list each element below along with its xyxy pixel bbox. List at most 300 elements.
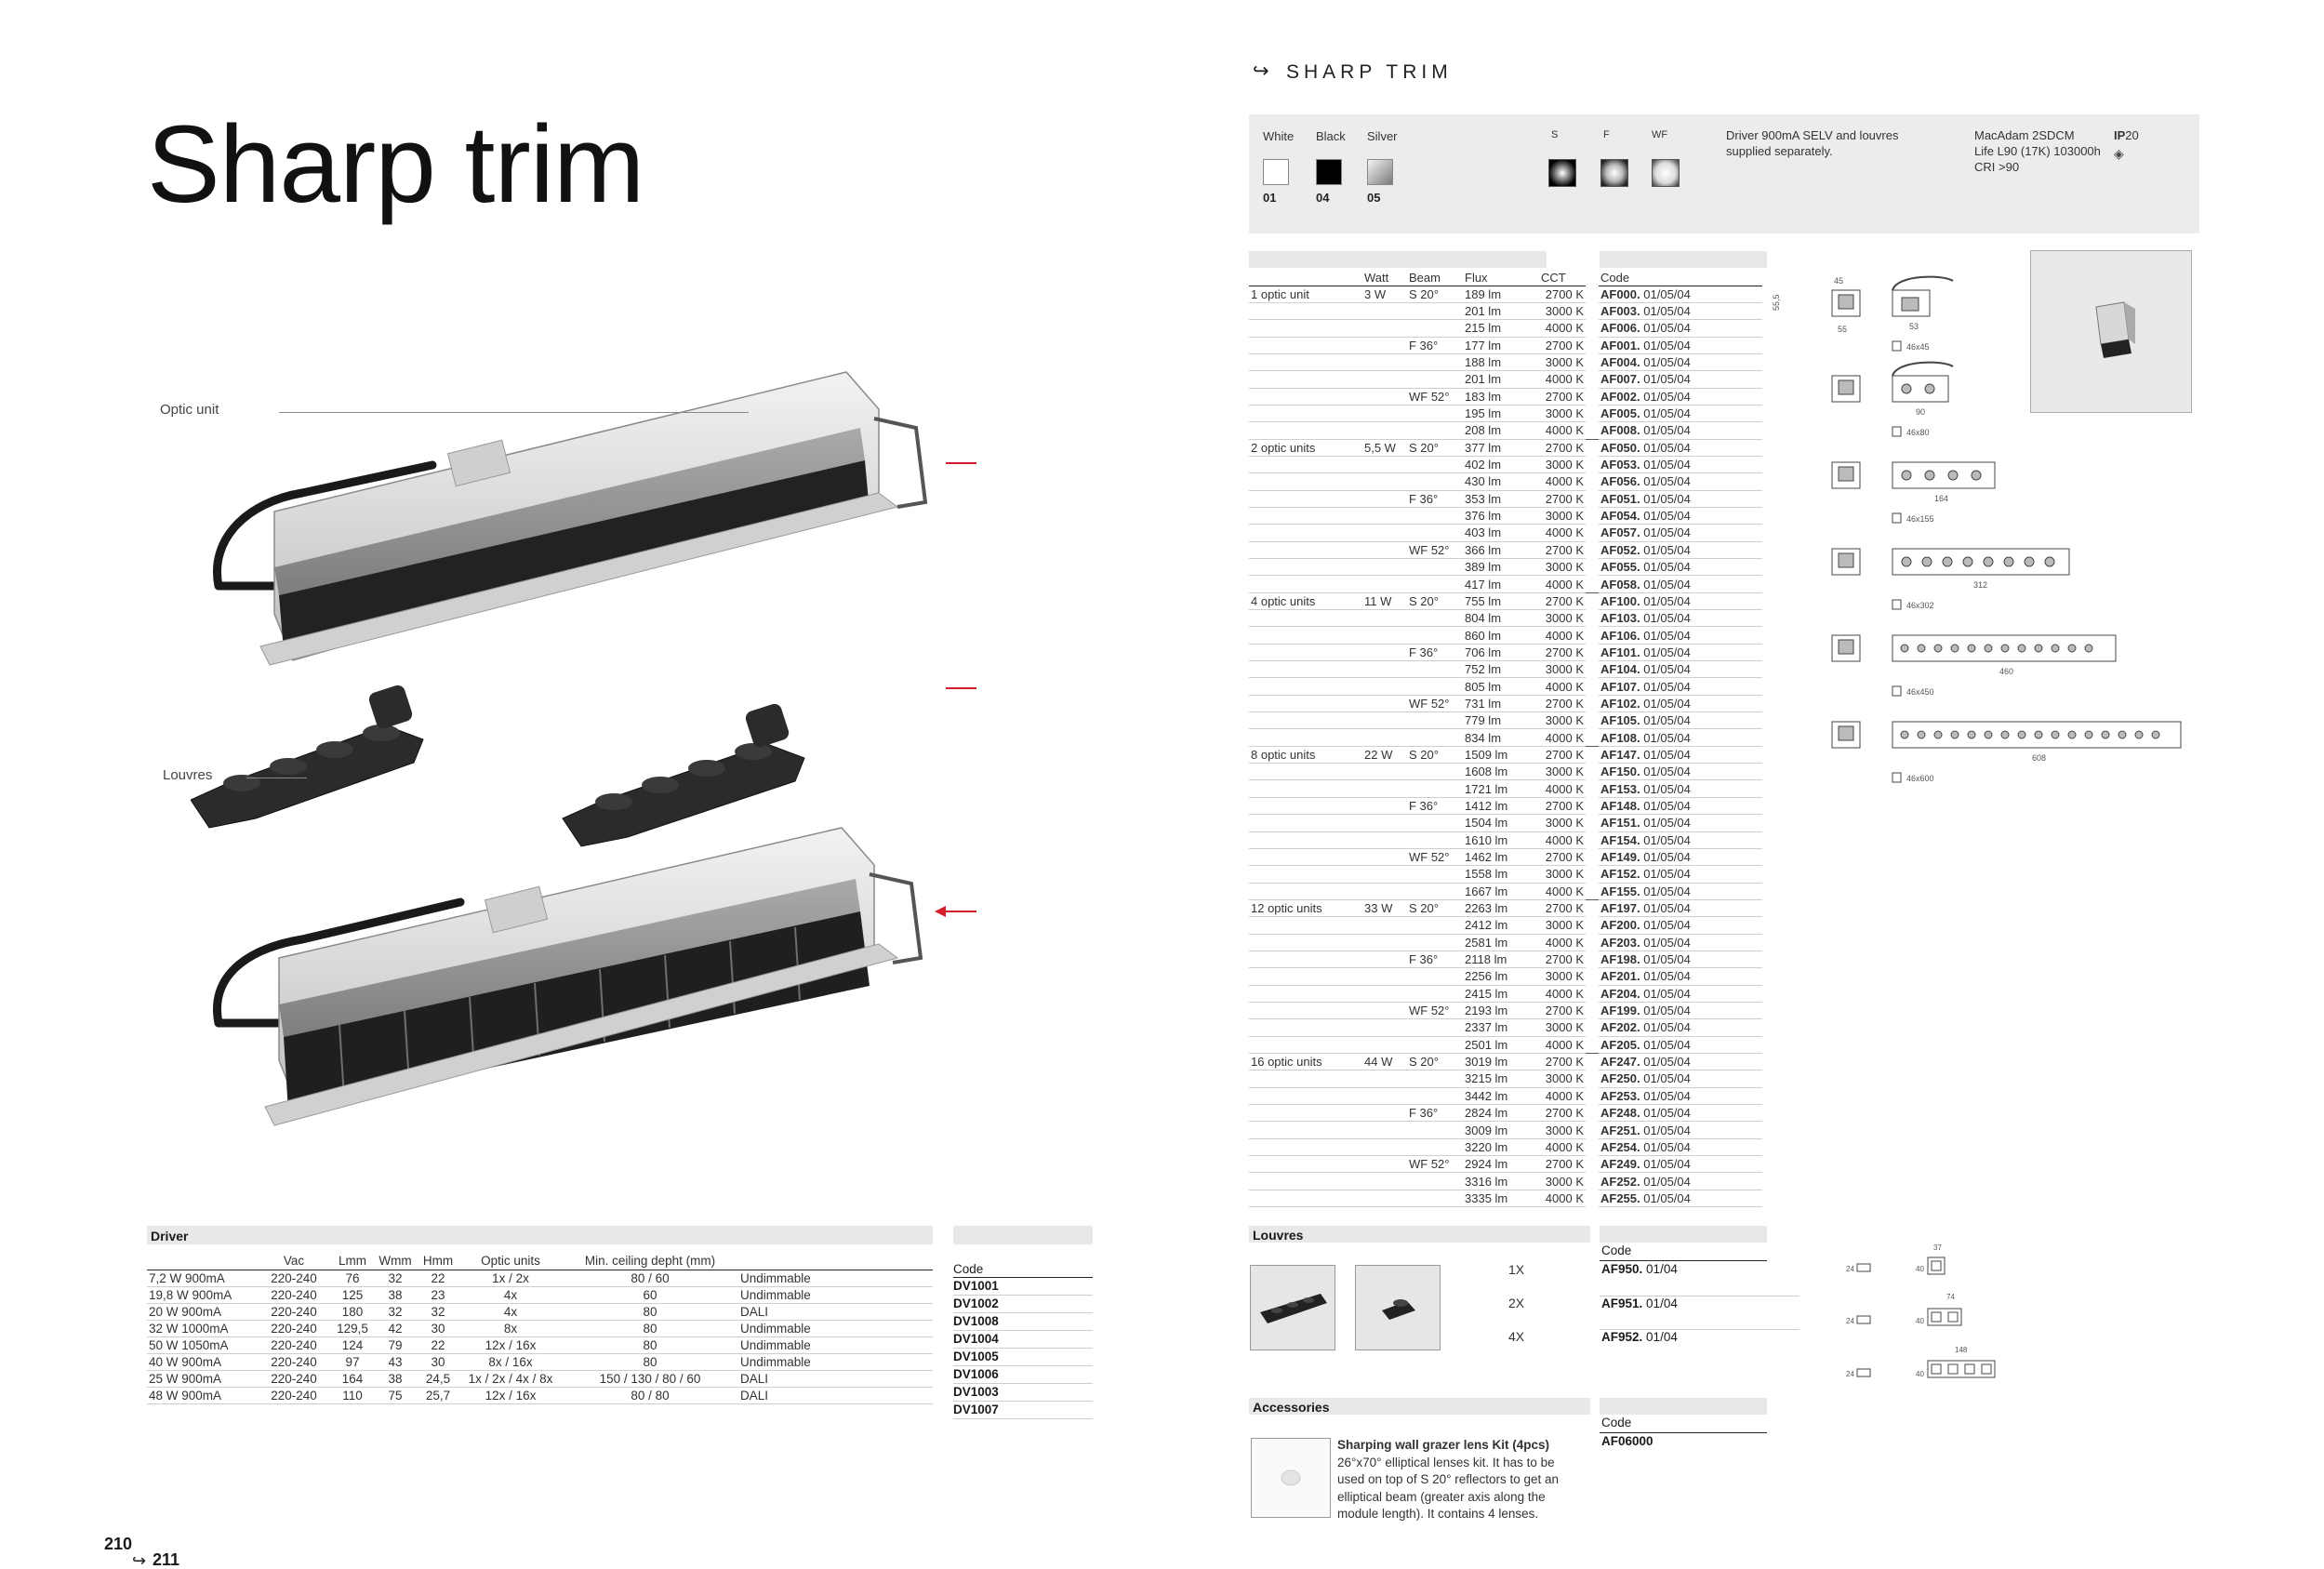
cell-flux: 402 lm [1463,456,1539,472]
cell-beam [1407,405,1463,421]
cell-watt [1362,1190,1407,1206]
cell-name [1249,985,1362,1002]
swatch-black [1316,159,1342,185]
cell-flux: 2118 lm [1463,951,1539,967]
cell-code: AF055. 01/05/04 [1599,559,1762,576]
cell-gap [1586,320,1599,337]
table-row [1249,831,1762,848]
cell-beam [1407,1070,1463,1087]
table-row: 25 W 900mA 220-240 164 38 24,5 1x / 2x / 4x / 8x 150 / 130 / 80 / 60 DALI [147,1371,933,1388]
cell-gap [1586,1138,1599,1155]
svg-text:40: 40 [1916,1317,1924,1325]
cell-flux: 1558 lm [1463,866,1539,883]
cell-gap [1586,848,1599,865]
table-row [1249,746,1762,763]
cell-name [1249,695,1362,711]
cell-gap [1586,337,1599,353]
cell-name [1249,320,1362,337]
table-row [1249,917,1762,934]
cell-code: AF251. 01/05/04 [1599,1122,1762,1138]
svg-text:46x450: 46x450 [1906,687,1934,697]
cell-flux: 2501 lm [1463,1036,1539,1053]
finish-code-01: 01 [1263,191,1277,205]
cell-watt [1362,831,1407,848]
svg-text:53: 53 [1909,322,1919,331]
svg-text:90: 90 [1916,407,1926,417]
cell-gap [1586,353,1599,370]
cell-name: 8 optic units [1249,746,1362,763]
spec-life: Life L90 (17K) 103000h [1974,144,2101,158]
cell-beam: F 36° [1407,337,1463,353]
table-row [1249,1036,1762,1053]
page-number-left: 210 [104,1535,133,1553]
lens-kit-thumb [1251,1438,1331,1518]
table-row [1249,422,1762,439]
cell-code: AF202. 01/05/04 [1599,1019,1762,1036]
cell-gap [1586,1070,1599,1087]
cell-name [1249,576,1362,592]
cell-code: AF254. 01/05/04 [1599,1138,1762,1155]
cell-watt [1362,422,1407,439]
cell-code: AF051. 01/05/04 [1599,490,1762,507]
cell-gap [1586,302,1599,319]
cell-name [1249,848,1362,865]
table-row [1249,490,1762,507]
cell-code: AF005. 01/05/04 [1599,405,1762,421]
cell-flux: 755 lm [1463,592,1539,609]
cell-name [1249,1138,1362,1155]
table-row [1249,337,1762,353]
cell-name [1249,337,1362,353]
cell-beam [1407,525,1463,541]
cell-cct: 2700 K [1539,951,1586,967]
cell-gap [1586,831,1599,848]
cell-code: AF197. 01/05/04 [1599,899,1762,916]
cell-code: AF199. 01/05/04 [1599,1002,1762,1018]
dim-row-1 [1772,276,1953,352]
cell-gap [1586,456,1599,472]
cell-cct: 4000 K [1539,780,1586,797]
section-arrow-icon: ↪ [1253,60,1269,82]
louvre-code-row: AF950. 01/04 [1601,1262,1678,1276]
cell-gap [1586,678,1599,695]
cell-cct: 2700 K [1539,337,1586,353]
cell-code: AF203. 01/05/04 [1599,934,1762,951]
svg-text:46x600: 46x600 [1906,774,1934,783]
beam-label-wf: WF [1652,129,1668,140]
cell-name [1249,661,1362,678]
cell-watt [1362,559,1407,576]
cell-cct: 4000 K [1539,883,1586,899]
cell-flux: 2412 lm [1463,917,1539,934]
driver-codes [953,1261,1093,1419]
cell-beam [1407,422,1463,439]
cell-watt [1362,1105,1407,1122]
cell-cct: 2700 K [1539,541,1586,558]
louvre-code-rule [1600,1260,1767,1261]
cell-gap [1586,1156,1599,1173]
cell-code: AF008. 01/05/04 [1599,422,1762,439]
optic-table-header: Watt Beam Flux CCT Code [1249,270,1762,286]
cell-code: AF007. 01/05/04 [1599,371,1762,388]
table-row [1249,712,1762,729]
cell-watt: 44 W [1362,1053,1407,1070]
cell-gap [1586,1173,1599,1190]
cell-watt [1362,1156,1407,1173]
cell-name [1249,1105,1362,1122]
cell-beam [1407,302,1463,319]
table-row [1249,1138,1762,1155]
cell-name [1249,388,1362,405]
cell-flux: 752 lm [1463,661,1539,678]
cell-cct: 3000 K [1539,1122,1586,1138]
driver-code: DV1006 [953,1366,1093,1384]
table-row [1249,1173,1762,1190]
cell-flux: 377 lm [1463,439,1539,456]
cell-flux: 1721 lm [1463,780,1539,797]
cell-watt [1362,1002,1407,1018]
table-row [1249,1087,1762,1104]
cell-watt [1362,1036,1407,1053]
table-row [1249,576,1762,592]
cell-beam [1407,883,1463,899]
cell-watt [1362,866,1407,883]
cell-beam [1407,968,1463,985]
cell-code: AF255. 01/05/04 [1599,1190,1762,1206]
cell-cct: 4000 K [1539,422,1586,439]
svg-text:312: 312 [1973,580,1988,590]
cell-code: AF205. 01/05/04 [1599,1036,1762,1053]
cell-gap [1586,866,1599,883]
cell-gap [1586,1036,1599,1053]
cell-name [1249,866,1362,883]
spec-macadam: MacAdam 2SDCM [1974,128,2075,142]
driver-code: DV1001 [953,1278,1093,1296]
cell-flux: 403 lm [1463,525,1539,541]
louvre-dimension-drawings [1846,1242,2013,1390]
cell-beam [1407,353,1463,370]
cell-name: 1 optic unit [1249,286,1362,302]
page-number-right: 211 [153,1550,180,1569]
cell-beam [1407,866,1463,883]
cell-gap [1586,525,1599,541]
svg-text:148: 148 [1955,1346,1968,1354]
cell-flux: 208 lm [1463,422,1539,439]
cell-beam [1407,456,1463,472]
louvre-code-header: Code [1601,1243,1632,1257]
cell-gap [1586,815,1599,831]
cell-name [1249,883,1362,899]
table-row [1249,951,1762,967]
cell-name [1249,1036,1362,1053]
cell-watt [1362,405,1407,421]
table-row [1249,525,1762,541]
cell-watt [1362,388,1407,405]
table-row [1249,371,1762,388]
cell-cct: 2700 K [1539,797,1586,814]
swatch-silver [1367,159,1393,185]
cell-watt [1362,985,1407,1002]
code-header-bar [1600,251,1767,268]
cell-watt [1362,1019,1407,1036]
cell-gap [1586,507,1599,524]
table-row [1249,968,1762,985]
cell-cct: 3000 K [1539,1019,1586,1036]
driver-code-header: Code [953,1261,1093,1278]
cell-code: AF252. 01/05/04 [1599,1173,1762,1190]
cell-beam: S 20° [1407,439,1463,456]
table-row [1249,899,1762,916]
table-row [1249,473,1762,490]
cell-cct: 3000 K [1539,507,1586,524]
cell-name [1249,1087,1362,1104]
louvre-code-row: AF952. 01/04 [1601,1330,1678,1344]
cell-watt [1362,456,1407,472]
cell-beam [1407,1087,1463,1104]
page-arrow-icon: ↪ [132,1551,147,1569]
cell-name [1249,831,1362,848]
cell-code: AF101. 01/05/04 [1599,644,1762,660]
cell-flux: 3009 lm [1463,1122,1539,1138]
cell-code: AF102. 01/05/04 [1599,695,1762,711]
cell-code: AF147. 01/05/04 [1599,746,1762,763]
cell-flux: 2824 lm [1463,1105,1539,1122]
cell-beam: F 36° [1407,644,1463,660]
cell-gap [1586,780,1599,797]
cell-code: AF155. 01/05/04 [1599,883,1762,899]
cell-gap [1586,1087,1599,1104]
svg-text:164: 164 [1934,494,1949,503]
cell-name [1249,815,1362,831]
cell-gap [1586,712,1599,729]
optic-table-header-bar [1249,251,1547,268]
cell-name [1249,1190,1362,1206]
accessory-description [1337,1437,1565,1523]
cell-gap [1586,764,1599,780]
table-row: 7,2 W 900mA 220-240 76 32 22 1x / 2x 80 / 60 Undimmable [147,1270,933,1287]
cell-beam [1407,1122,1463,1138]
cell-flux: 804 lm [1463,610,1539,627]
cell-gap [1586,1190,1599,1206]
table-row: 32 W 1000mA 220-240 129,5 42 30 8x 80 Undimmable [147,1321,933,1337]
table-row: 20 W 900mA 220-240 180 32 32 4x 80 DALI [147,1304,933,1321]
cell-beam: F 36° [1407,797,1463,814]
cell-name [1249,473,1362,490]
svg-text:46x155: 46x155 [1906,514,1934,524]
cell-beam: F 36° [1407,490,1463,507]
table-row [1249,541,1762,558]
swatch-white [1263,159,1289,185]
cell-cct: 3000 K [1539,610,1586,627]
louvre-left [191,684,423,828]
cell-beam [1407,764,1463,780]
cell-gap [1586,661,1599,678]
finish-label-black: Black [1316,129,1346,143]
louvre-qty-2x: 2X [1508,1296,1525,1310]
table-row [1249,661,1762,678]
cell-cct: 4000 K [1539,831,1586,848]
cell-gap [1586,746,1599,763]
table-row: 48 W 900mA 220-240 110 75 25,7 12x / 16x 80 / 80 DALI [147,1388,933,1404]
cell-cct: 2700 K [1539,644,1586,660]
svg-text:40: 40 [1916,1265,1924,1273]
cell-watt [1362,815,1407,831]
cell-beam [1407,371,1463,388]
cell-cct: 3000 K [1539,456,1586,472]
louvre-code-row: AF951. 01/04 [1601,1296,1678,1310]
cell-flux: 366 lm [1463,541,1539,558]
spring-clip-top [874,419,925,507]
callout-line-optic [279,412,749,413]
cell-name [1249,678,1362,695]
cell-code: AF151. 01/05/04 [1599,815,1762,831]
cell-gap [1586,286,1599,302]
cell-flux: 805 lm [1463,678,1539,695]
driver-section-header: Driver [147,1226,933,1244]
table-row [1249,507,1762,524]
cell-watt [1362,1173,1407,1190]
cell-name [1249,712,1362,729]
cell-beam [1407,507,1463,524]
cell-beam: WF 52° [1407,388,1463,405]
finish-label-white: White [1263,129,1295,143]
cell-name [1249,780,1362,797]
cell-name [1249,951,1362,967]
cell-code: AF100. 01/05/04 [1599,592,1762,609]
driver-note: Driver 900mA SELV and louvres supplied separately. [1726,128,1899,158]
cell-cct: 4000 K [1539,729,1586,746]
cell-gap [1586,610,1599,627]
accessory-code: AF06000 [1601,1434,1653,1448]
cell-flux: 3220 lm [1463,1138,1539,1155]
driver-code: DV1007 [953,1402,1093,1419]
cell-beam [1407,1190,1463,1206]
cell-gap [1586,951,1599,967]
cell-name [1249,541,1362,558]
cell-code: AF107. 01/05/04 [1599,678,1762,695]
cell-code: AF106. 01/05/04 [1599,627,1762,644]
cell-flux: 1412 lm [1463,797,1539,814]
cell-beam [1407,473,1463,490]
cell-flux: 2415 lm [1463,985,1539,1002]
table-row [1249,1190,1762,1206]
cell-beam: WF 52° [1407,1002,1463,1018]
louvre-qty-4x: 4X [1508,1329,1525,1344]
table-row [1249,1105,1762,1122]
callout-louvres: Louvres [163,767,213,783]
cell-code: AF204. 01/05/04 [1599,985,1762,1002]
cell-beam [1407,780,1463,797]
cell-cct: 3000 K [1539,712,1586,729]
cell-name [1249,559,1362,576]
cell-cct: 4000 K [1539,985,1586,1002]
spec-cri: CRI >90 [1974,160,2020,174]
cell-name [1249,302,1362,319]
dim-row-4 [1832,549,2069,610]
cell-watt [1362,917,1407,934]
cell-code: AF006. 01/05/04 [1599,320,1762,337]
svg-text:37: 37 [1933,1243,1942,1252]
cell-cct: 3000 K [1539,764,1586,780]
cell-beam: WF 52° [1407,541,1463,558]
cell-cct: 3000 K [1539,302,1586,319]
table-row [1249,1019,1762,1036]
cell-flux: 1504 lm [1463,815,1539,831]
cell-beam [1407,985,1463,1002]
cell-code: AF198. 01/05/04 [1599,951,1762,967]
cell-code: AF149. 01/05/04 [1599,848,1762,865]
cell-flux: 2924 lm [1463,1156,1539,1173]
cell-flux: 2193 lm [1463,1002,1539,1018]
cell-watt [1362,934,1407,951]
cell-cct: 3000 K [1539,815,1586,831]
product-illustration [191,353,976,1218]
cell-name [1249,525,1362,541]
cell-watt: 22 W [1362,746,1407,763]
svg-text:55: 55 [1838,325,1848,334]
cell-flux: 353 lm [1463,490,1539,507]
cell-flux: 430 lm [1463,473,1539,490]
cell-cct: 2700 K [1539,592,1586,609]
cell-code: AF103. 01/05/04 [1599,610,1762,627]
cell-code: AF248. 01/05/04 [1599,1105,1762,1122]
cell-gap [1586,899,1599,916]
dim-row-3 [1832,462,1995,524]
cell-name [1249,507,1362,524]
cell-gap [1586,695,1599,711]
callout-optic-unit: Optic unit [160,402,219,418]
louvre-thumb-1x [1355,1265,1441,1350]
cell-beam [1407,559,1463,576]
table-row [1249,764,1762,780]
cell-name [1249,644,1362,660]
cell-name [1249,729,1362,746]
cell-flux: 3316 lm [1463,1173,1539,1190]
cell-watt [1362,968,1407,985]
cell-cct: 2700 K [1539,490,1586,507]
cell-cct: 2700 K [1539,1105,1586,1122]
louvres-code-header-bar [1600,1226,1767,1243]
cell-code: AF200. 01/05/04 [1599,917,1762,934]
cell-flux: 834 lm [1463,729,1539,746]
cell-beam: WF 52° [1407,1156,1463,1173]
cell-flux: 779 lm [1463,712,1539,729]
louvre-right [563,702,804,846]
finishes-panel [1249,114,2199,233]
svg-text:24: 24 [1846,1265,1854,1273]
svg-text:46x302: 46x302 [1906,601,1934,610]
dim-row-5 [1832,635,2116,697]
cell-name [1249,968,1362,985]
table-row [1249,985,1762,1002]
cell-beam: S 20° [1407,899,1463,916]
cell-code: AF056. 01/05/04 [1599,473,1762,490]
finish-label-silver: Silver [1367,129,1398,143]
dim-depth-label: 45 [1834,276,1844,286]
cell-cct: 4000 K [1539,1036,1586,1053]
cell-code: AF050. 01/05/04 [1599,439,1762,456]
cell-flux: 189 lm [1463,286,1539,302]
cell-gap [1586,576,1599,592]
table-row [1249,627,1762,644]
cell-flux: 860 lm [1463,627,1539,644]
cell-name [1249,627,1362,644]
cell-beam: F 36° [1407,951,1463,967]
cell-watt: 3 W [1362,286,1407,302]
louvres-section-header: Louvres [1249,1226,1590,1243]
table-row [1249,456,1762,472]
table-row [1249,866,1762,883]
